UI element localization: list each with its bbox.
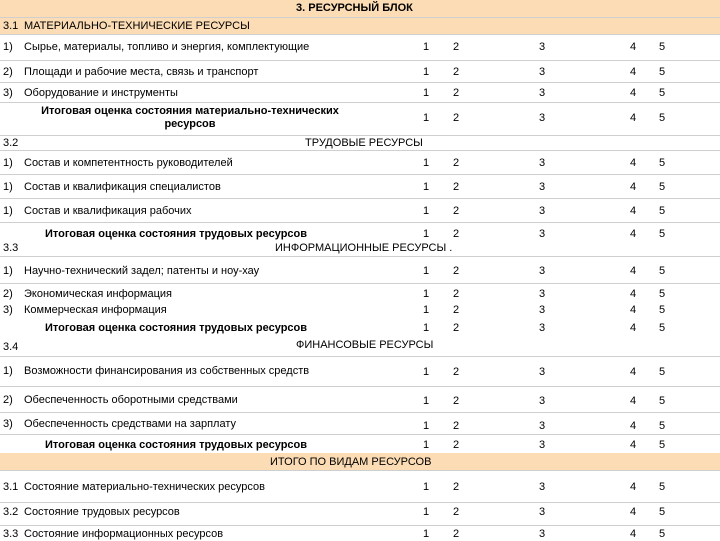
scale-value-2: 2 bbox=[452, 366, 460, 378]
scale-value-1: 1 bbox=[422, 304, 430, 316]
scale-value-4: 4 bbox=[629, 288, 637, 300]
scale-value-4: 4 bbox=[629, 112, 637, 124]
scale-value-1: 1 bbox=[422, 420, 430, 432]
total-label: Итоговая оценка состояния трудовых ресурсов bbox=[45, 228, 308, 240]
scale-value-4: 4 bbox=[629, 228, 637, 240]
scale-value-5: 5 bbox=[658, 395, 666, 407]
scale-value-4: 4 bbox=[629, 506, 637, 518]
scale-value-2: 2 bbox=[452, 112, 460, 124]
scale-value-3: 3 bbox=[538, 41, 546, 53]
scale-value-3: 3 bbox=[538, 322, 546, 334]
page-title: 3. РЕСУРСНЫЙ БЛОК bbox=[296, 2, 413, 14]
scale-value-2: 2 bbox=[452, 157, 460, 169]
scale-value-1: 1 bbox=[422, 439, 430, 451]
section-title: ИНФОРМАЦИОННЫЕ РЕСУРСЫ . bbox=[275, 242, 453, 254]
total-row bbox=[0, 435, 720, 453]
scale-value-1: 1 bbox=[422, 506, 430, 518]
scale-value-3: 3 bbox=[538, 181, 546, 193]
scale-value-3: 3 bbox=[538, 205, 546, 217]
table-row bbox=[0, 284, 720, 301]
scale-value-5: 5 bbox=[658, 265, 666, 277]
title-row bbox=[0, 0, 720, 18]
table-row bbox=[0, 301, 720, 318]
section-header-3-3 bbox=[0, 241, 720, 257]
scale-value-2: 2 bbox=[452, 322, 460, 334]
scale-value-4: 4 bbox=[629, 420, 637, 432]
scale-value-1: 1 bbox=[422, 366, 430, 378]
row-number: 2) bbox=[3, 288, 13, 300]
scale-value-3: 3 bbox=[538, 528, 546, 540]
row-number: 3.1 bbox=[3, 481, 19, 493]
row-label: Возможности финансирования из собственных средств bbox=[24, 365, 310, 377]
row-label: Состояние трудовых ресурсов bbox=[24, 506, 180, 518]
section-title: МАТЕРИАЛЬНО-ТЕХНИЧЕСКИЕ РЕСУРСЫ bbox=[24, 20, 250, 32]
row-number: 3.3 bbox=[3, 528, 19, 540]
scale-value-5: 5 bbox=[658, 205, 666, 217]
total-row bbox=[0, 318, 720, 338]
scale-value-2: 2 bbox=[452, 288, 460, 300]
scale-value-3: 3 bbox=[538, 395, 546, 407]
scale-value-2: 2 bbox=[452, 228, 460, 240]
scale-value-1: 1 bbox=[422, 112, 430, 124]
table-row bbox=[0, 387, 720, 413]
scale-value-5: 5 bbox=[658, 228, 666, 240]
scale-value-5: 5 bbox=[658, 41, 666, 53]
row-number: 3) bbox=[3, 87, 13, 99]
scale-value-1: 1 bbox=[422, 395, 430, 407]
row-label: Состояние материально-технических ресурсов bbox=[24, 481, 265, 493]
table-row bbox=[0, 175, 720, 199]
scale-value-2: 2 bbox=[452, 395, 460, 407]
scale-value-3: 3 bbox=[538, 304, 546, 316]
row-label: Площади и рабочие места, связь и транспорт bbox=[24, 66, 259, 78]
table-row bbox=[0, 471, 720, 503]
scale-value-5: 5 bbox=[658, 439, 666, 451]
scale-value-1: 1 bbox=[422, 41, 430, 53]
scale-value-3: 3 bbox=[538, 228, 546, 240]
scale-value-1: 1 bbox=[422, 288, 430, 300]
section-header-3-4 bbox=[0, 338, 720, 357]
scale-value-5: 5 bbox=[658, 112, 666, 124]
section-code: 3.4 bbox=[3, 341, 19, 353]
table-row bbox=[0, 35, 720, 61]
scale-value-3: 3 bbox=[538, 66, 546, 78]
scale-value-2: 2 bbox=[452, 304, 460, 316]
scale-value-4: 4 bbox=[629, 205, 637, 217]
section-code: 3.3 bbox=[3, 242, 19, 254]
summary-header bbox=[0, 453, 720, 471]
row-label: Состав и квалификация рабочих bbox=[24, 205, 192, 217]
row-number: 1) bbox=[3, 365, 13, 377]
scale-value-5: 5 bbox=[658, 87, 666, 99]
table-row bbox=[0, 257, 720, 284]
scale-value-3: 3 bbox=[538, 420, 546, 432]
scale-value-4: 4 bbox=[629, 395, 637, 407]
table-row bbox=[0, 503, 720, 526]
scale-value-1: 1 bbox=[422, 528, 430, 540]
row-number: 1) bbox=[3, 205, 13, 217]
scale-value-3: 3 bbox=[538, 288, 546, 300]
row-label: Обеспеченность оборотными средствами bbox=[24, 394, 238, 406]
total-row bbox=[0, 103, 720, 136]
table-row bbox=[0, 526, 720, 540]
scale-value-3: 3 bbox=[538, 87, 546, 99]
scale-value-1: 1 bbox=[422, 181, 430, 193]
scale-value-4: 4 bbox=[629, 87, 637, 99]
scale-value-2: 2 bbox=[452, 66, 460, 78]
scale-value-4: 4 bbox=[629, 265, 637, 277]
row-number: 2) bbox=[3, 394, 13, 406]
scale-value-5: 5 bbox=[658, 481, 666, 493]
scale-value-4: 4 bbox=[629, 66, 637, 78]
section-code: 3.1 bbox=[3, 20, 19, 32]
table-row bbox=[0, 357, 720, 387]
scale-value-1: 1 bbox=[422, 66, 430, 78]
section-header-3-1 bbox=[0, 18, 720, 35]
total-label: Итоговая оценка состояния трудовых ресурсов bbox=[45, 322, 308, 334]
scale-value-4: 4 bbox=[629, 322, 637, 334]
scale-value-2: 2 bbox=[452, 87, 460, 99]
scale-value-1: 1 bbox=[422, 265, 430, 277]
scale-value-2: 2 bbox=[452, 506, 460, 518]
scale-value-2: 2 bbox=[452, 265, 460, 277]
scale-value-1: 1 bbox=[422, 481, 430, 493]
row-number: 3) bbox=[3, 418, 13, 430]
scale-value-3: 3 bbox=[538, 439, 546, 451]
row-number: 2) bbox=[3, 66, 13, 78]
row-number: 1) bbox=[3, 181, 13, 193]
scale-value-5: 5 bbox=[658, 181, 666, 193]
scale-value-5: 5 bbox=[658, 506, 666, 518]
row-number: 1) bbox=[3, 41, 13, 53]
scale-value-3: 3 bbox=[538, 481, 546, 493]
scale-value-1: 1 bbox=[422, 87, 430, 99]
scale-value-2: 2 bbox=[452, 181, 460, 193]
row-label: Состояние информационных ресурсов bbox=[24, 528, 224, 540]
row-number: 3) bbox=[3, 304, 13, 316]
section-title: ТРУДОВЫЕ РЕСУРСЫ bbox=[305, 137, 423, 149]
scale-value-2: 2 bbox=[452, 41, 460, 53]
scale-value-2: 2 bbox=[452, 481, 460, 493]
row-label: Экономическая информация bbox=[24, 288, 172, 300]
scale-value-1: 1 bbox=[422, 228, 430, 240]
summary-title: ИТОГО ПО ВИДАМ РЕСУРСОВ bbox=[270, 456, 432, 468]
scale-value-3: 3 bbox=[538, 112, 546, 124]
scale-value-4: 4 bbox=[629, 181, 637, 193]
total-row bbox=[0, 223, 720, 241]
table-row bbox=[0, 151, 720, 175]
row-label: Оборудование и инструменты bbox=[24, 87, 178, 99]
scale-value-5: 5 bbox=[658, 322, 666, 334]
scale-value-4: 4 bbox=[629, 157, 637, 169]
scale-value-1: 1 bbox=[422, 157, 430, 169]
scale-value-3: 3 bbox=[538, 366, 546, 378]
row-label: Состав и компетентность руководителей bbox=[24, 157, 233, 169]
row-label: Коммерческая информация bbox=[24, 304, 167, 316]
scale-value-2: 2 bbox=[452, 205, 460, 217]
row-number: 1) bbox=[3, 265, 13, 277]
total-label-line2: ресурсов bbox=[164, 118, 216, 130]
section-code: 3.2 bbox=[3, 137, 19, 149]
row-label: Сырье, материалы, топливо и энергия, комплектующие bbox=[24, 41, 310, 53]
scale-value-4: 4 bbox=[629, 366, 637, 378]
scale-value-3: 3 bbox=[538, 265, 546, 277]
table-row bbox=[0, 83, 720, 103]
scale-value-2: 2 bbox=[452, 420, 460, 432]
table-row bbox=[0, 61, 720, 83]
scale-value-1: 1 bbox=[422, 322, 430, 334]
row-number: 3.2 bbox=[3, 506, 19, 518]
scale-value-2: 2 bbox=[452, 528, 460, 540]
section-header-3-2 bbox=[0, 136, 720, 151]
total-label: Итоговая оценка состояния трудовых ресурсов bbox=[45, 439, 308, 451]
scale-value-1: 1 bbox=[422, 205, 430, 217]
scale-value-3: 3 bbox=[538, 157, 546, 169]
scale-value-5: 5 bbox=[658, 420, 666, 432]
section-title: ФИНАНСОВЫЕ РЕСУРСЫ bbox=[296, 339, 434, 351]
scale-value-4: 4 bbox=[629, 304, 637, 316]
scale-value-5: 5 bbox=[658, 304, 666, 316]
scale-value-5: 5 bbox=[658, 366, 666, 378]
scale-value-2: 2 bbox=[452, 439, 460, 451]
scale-value-3: 3 bbox=[538, 506, 546, 518]
total-label-line1: Итоговая оценка состояния материально-технических bbox=[41, 105, 339, 117]
row-label: Обеспеченность средствами на зарплату bbox=[24, 418, 236, 430]
row-label: Состав и квалификация специалистов bbox=[24, 181, 221, 193]
table-row bbox=[0, 199, 720, 223]
row-number: 1) bbox=[3, 157, 13, 169]
scale-value-5: 5 bbox=[658, 157, 666, 169]
scale-value-5: 5 bbox=[658, 66, 666, 78]
scale-value-4: 4 bbox=[629, 41, 637, 53]
table-row bbox=[0, 413, 720, 435]
scale-value-4: 4 bbox=[629, 439, 637, 451]
scale-value-4: 4 bbox=[629, 528, 637, 540]
row-label: Научно-технический задел; патенты и ноу-хау bbox=[24, 265, 260, 277]
scale-value-4: 4 bbox=[629, 481, 637, 493]
scale-value-5: 5 bbox=[658, 528, 666, 540]
scale-value-5: 5 bbox=[658, 288, 666, 300]
